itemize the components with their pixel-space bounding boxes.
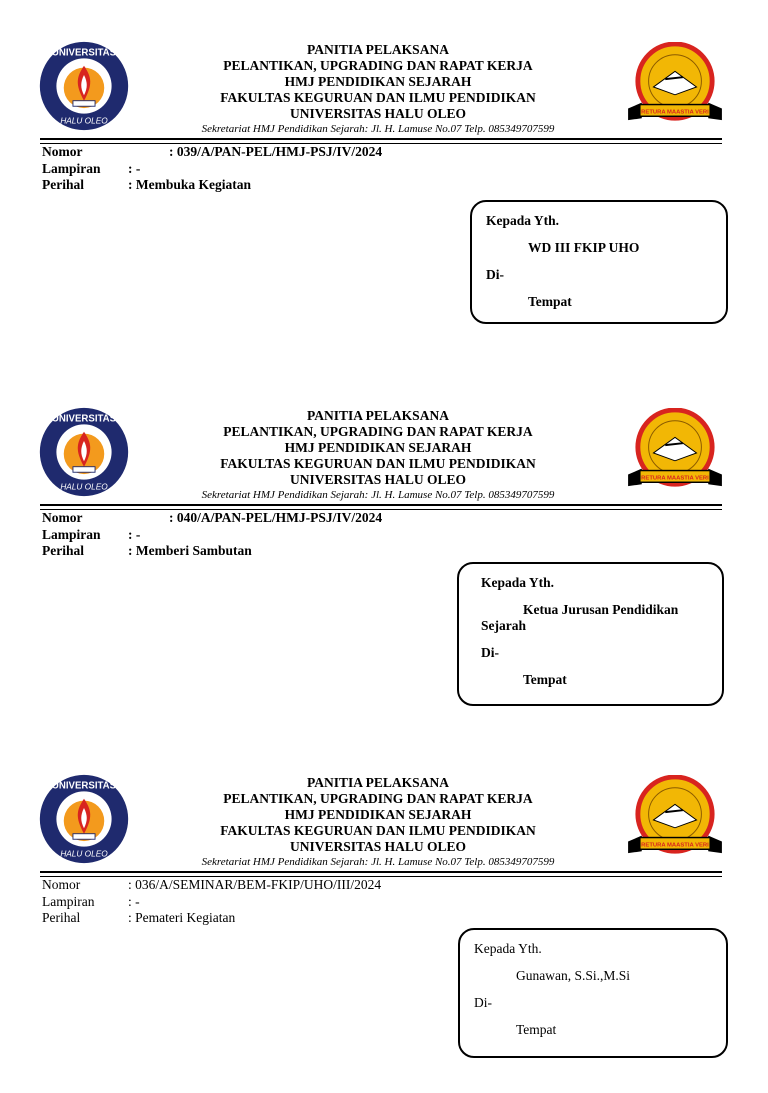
header-address: Sekretariat HMJ Pendidikan Sejarah: Jl. H. Lamuse No.07 Telp. 085349707599: [201, 123, 555, 135]
header-line-1: PANITIA PELAKSANA: [307, 42, 449, 57]
recipient-name-line-2: Sejarah: [481, 618, 526, 633]
nomor-value: : 040/A/PAN-PEL/HMJ-PSJ/IV/2024: [169, 510, 383, 525]
lampiran-label: Lampiran: [42, 526, 101, 542]
recipient-name: Ketua Jurusan Pendidikan: [523, 602, 679, 617]
recipient-greeting: Kepada Yth.: [481, 575, 555, 590]
header-line-4: FAKULTAS KEGURUAN DAN ILMU PENDIDIKAN: [220, 456, 536, 471]
ribbon-text: RETURA MAASTIA VERI: [641, 109, 709, 116]
letter-header: [130, 42, 626, 136]
header-line-5: UNIVERSITAS HALU OLEO: [289, 472, 467, 487]
header-line-2: PELANTIKAN, UPGRADING DAN RAPAT KERJA: [223, 58, 533, 73]
recipient-box: [457, 562, 724, 706]
logo-text-top: UNIVERSITAS: [51, 780, 117, 792]
recipient-di: Di-: [481, 645, 499, 660]
recipient-tempat: Tempat: [516, 1022, 557, 1037]
header-address: Sekretariat HMJ Pendidikan Sejarah: Jl. H. Lamuse No.07 Telp. 085349707599: [201, 489, 555, 501]
nomor-label: Nomor: [42, 877, 81, 892]
perihal-value: : Memberi Sambutan: [128, 543, 252, 558]
header-address: Sekretariat HMJ Pendidikan Sejarah: Jl. H. Lamuse No.07 Telp. 085349707599: [201, 856, 555, 868]
ribbon-text: RETURA MAASTIA VERI: [641, 842, 709, 849]
letter-meta: [42, 144, 382, 194]
nomor-value: : 039/A/PAN-PEL/HMJ-PSJ/IV/2024: [169, 144, 383, 159]
perihal-label: Perihal: [42, 543, 84, 558]
hmj-logo-icon: [626, 42, 724, 128]
header-rule-thick: [40, 871, 722, 873]
uho-logo-icon: [38, 773, 130, 865]
recipient-name: Gunawan, S.Si.,M.Si: [516, 968, 631, 983]
recipient-tempat: Tempat: [528, 294, 572, 309]
letter-header: [130, 775, 626, 869]
letter-2: [0, 366, 768, 726]
perihal-value: : Pemateri Kegiatan: [128, 910, 236, 925]
uho-logo-icon: [38, 40, 130, 132]
recipient-box: [470, 200, 728, 324]
header-line-5: UNIVERSITAS HALU OLEO: [289, 106, 467, 121]
header-line-4: FAKULTAS KEGURUAN DAN ILMU PENDIDIKAN: [220, 823, 536, 838]
nomor-label: Nomor: [42, 144, 83, 159]
logo-text-bottom: HALU OLEO: [60, 116, 108, 126]
lampiran-label: Lampiran: [42, 160, 101, 176]
uho-logo-icon: [38, 406, 130, 498]
header-line-5: UNIVERSITAS HALU OLEO: [289, 839, 467, 854]
header-rule-thick: [40, 138, 722, 140]
perihal-label: Perihal: [42, 910, 81, 925]
lampiran-label: Lampiran: [42, 893, 95, 909]
logo-text-top: UNIVERSITAS: [51, 413, 117, 425]
ribbon-text: RETURA MAASTIA VERI: [641, 475, 709, 482]
letter-1: [0, 0, 768, 360]
header-line-1: PANITIA PELAKSANA: [307, 775, 449, 790]
header-line-3: HMJ PENDIDIKAN SEJARAH: [284, 440, 472, 455]
letter-header: [130, 408, 626, 502]
header-line-1: PANITIA PELAKSANA: [307, 408, 449, 423]
header-line-3: HMJ PENDIDIKAN SEJARAH: [284, 74, 472, 89]
perihal-label: Perihal: [42, 177, 84, 192]
logo-text-top: UNIVERSITAS: [51, 47, 117, 59]
recipient-greeting: Kepada Yth.: [474, 941, 542, 956]
lampiran-value: : -: [128, 526, 141, 542]
nomor-label: Nomor: [42, 510, 83, 525]
recipient-di: Di-: [474, 995, 492, 1010]
lampiran-value: : -: [128, 893, 140, 909]
recipient-greeting: Kepada Yth.: [486, 213, 560, 228]
perihal-value: : Membuka Kegiatan: [128, 177, 251, 192]
lampiran-value: : -: [128, 160, 141, 176]
recipient-box: [458, 928, 728, 1058]
recipient-di: Di-: [486, 267, 504, 282]
letter-meta: [42, 877, 381, 927]
hmj-logo-icon: [626, 408, 724, 494]
recipient-tempat: Tempat: [523, 672, 567, 687]
header-rule-thick: [40, 504, 722, 506]
header-line-3: HMJ PENDIDIKAN SEJARAH: [284, 807, 472, 822]
logo-text-bottom: HALU OLEO: [60, 482, 108, 492]
nomor-value: : 036/A/SEMINAR/BEM-FKIP/UHO/III/2024: [128, 877, 382, 892]
recipient-name: WD III FKIP UHO: [528, 240, 640, 255]
header-line-2: PELANTIKAN, UPGRADING DAN RAPAT KERJA: [223, 791, 533, 806]
header-line-2: PELANTIKAN, UPGRADING DAN RAPAT KERJA: [223, 424, 533, 439]
hmj-logo-icon: [626, 775, 724, 861]
header-line-4: FAKULTAS KEGURUAN DAN ILMU PENDIDIKAN: [220, 90, 536, 105]
logo-text-bottom: HALU OLEO: [60, 849, 108, 859]
letter-3: [0, 733, 768, 1093]
letter-meta: [42, 510, 382, 560]
